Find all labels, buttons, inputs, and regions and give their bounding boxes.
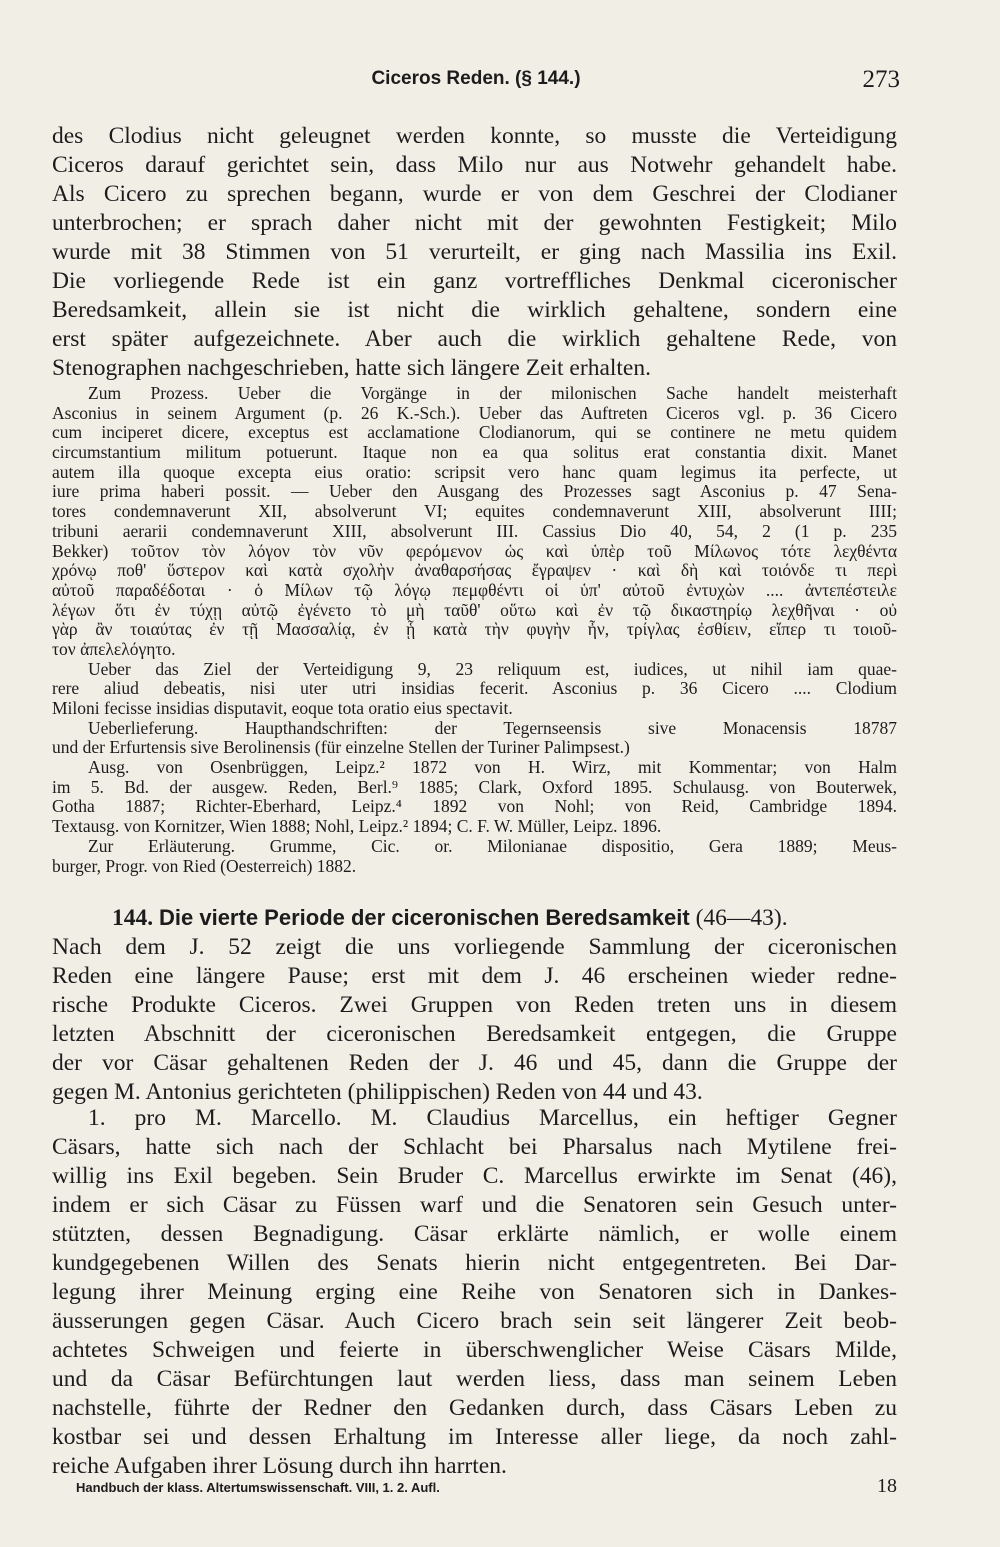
note-line: cum inciperet dicere, exceptus est acclamatione Clodianorum, qui se continere ne metu quidem: [52, 423, 897, 443]
note-line: autem illa quoque excepta eius oratio: scripsit vero hanc quam legimus ita perfecte, ut: [52, 462, 897, 482]
note-line: Gotha 1887; Richter-Eberhard, Leipz.⁴ 1892 von Nohl; von Reid, Cambridge 1894.: [52, 797, 897, 817]
text-line: und da Cäsar Befürchtungen laut werden liess, dass man seinem Leben: [52, 1366, 897, 1392]
section-title: Die vierte Periode der ciceronischen Beredsamkeit: [159, 905, 690, 930]
note-line: χρόνῳ ποθ' ὕστερον καὶ κατὰ σχολὴν ἀναθαρσήσας ἔγραψεν · καὶ δὴ καὶ τοιόνδε τι περὶ: [52, 561, 897, 581]
paragraph-milo-trial: [52, 122, 897, 383]
text-line: kundgegebenen Willen des Senats hierin nicht entgegentreten. Bei Dar-: [52, 1250, 897, 1276]
page-header: [52, 62, 900, 102]
page-footer: [76, 1475, 897, 1502]
text-line: letzten Abschnitt der ciceronischen Beredsamkeit entgegen, die Gruppe: [52, 1021, 897, 1047]
text-line: stützten, dessen Begnadigung. Cäsar erklärte nämlich, er wolle einem: [52, 1221, 897, 1247]
page-number: 273: [862, 66, 900, 93]
note-line: Ueber das Ziel der Verteidigung 9, 23 reliquum est, iudices, ut nihil iam quae-: [88, 659, 897, 679]
text-line: Stenographen nachgeschrieben, hatte sich längere Zeit erhalten.: [52, 355, 651, 381]
text-line: erst später aufgezeichnete. Aber auch die wirklich gehaltene Rede, von: [52, 326, 897, 352]
text-line: Als Cicero zu sprechen begann, wurde er von dem Geschrei der Clodianer: [52, 181, 897, 207]
paragraph-pro-marcello: [52, 1104, 897, 1481]
text-line: willig ins Exil begeben. Sein Bruder C. Marcellus erwirkte im Senat (46),: [52, 1163, 897, 1189]
text-line: reiche Aufgaben ihrer Lösung durch ihn harrten.: [52, 1453, 507, 1479]
section-years: (46—43).: [695, 905, 788, 931]
section-heading-block: [52, 902, 897, 933]
paragraph-fourth-period: [52, 933, 897, 1107]
text-line: der vor Cäsar gehaltenen Reden der J. 46 und 45, dann die Gruppe der: [52, 1050, 897, 1076]
note-line: Ausg. von Osenbrüggen, Leipz.² 1872 von H. Wirz, mit Kommentar; von Halm: [88, 758, 897, 778]
text-line: Nach dem J. 52 zeigt die uns vorliegende Sammlung der ciceronischen: [52, 934, 897, 960]
running-title: Ciceros Reden. (§ 144.): [371, 68, 581, 89]
note-line: tribuni aerarii condemnaverunt XIII, absolverunt III. Cassius Dio 40, 54, 2 (1 p. 235: [52, 521, 897, 541]
note-line: Asconius in seinem Argument (p. 26 K.-Sch.). Ueber das Auftreten Ciceros vgl. p. 36 Cicero: [52, 403, 897, 423]
text-line: legung ihrer Meinung erging eine Reihe von Senatoren sich in Dankes-: [52, 1279, 897, 1305]
text-line: Ciceros darauf gerichtet sein, dass Milo nur aus Notwehr gehandelt habe.: [52, 152, 897, 178]
text-line: nachstelle, führte der Redner den Gedanken durch, dass Cäsars Leben zu: [52, 1395, 897, 1421]
text-line: des Clodius nicht geleugnet werden konnte, so musste die Verteidigung: [52, 123, 897, 149]
text-line: gegen M. Antonius gerichteten (philippischen) Reden von 44 und 43.: [52, 1079, 703, 1105]
text-line: kostbar sei und dessen Erhaltung im Interesse aller liege, da noch zahl-: [52, 1424, 897, 1450]
section-heading: [52, 902, 897, 933]
note-line: τον ἀπελελόγητο.: [52, 639, 176, 659]
note-line: und der Erfurtensis sive Berolinensis (für einzelne Stellen der Turiner Palimpsest.): [52, 738, 630, 758]
note-line: γὰρ ἂν τοιαύτας ἐν τῇ Μασσαλίᾳ, ἐν ᾗ κατὰ τὴν φυγὴν ἦν, τρίγλας ἐσθίειν, εἴπερ τι τοιοῦ-: [52, 620, 897, 640]
sheet-number: 18: [877, 1475, 897, 1497]
note-line: burger, Progr. von Ried (Oesterreich) 1882.: [52, 856, 357, 876]
text-line: Cäsars, hatte sich nach der Schlacht bei Pharsalus nach Mytilene frei-: [52, 1134, 897, 1160]
note-line: λέγων ὅτι ἐν τύχῃ αὐτῷ ἐγένετο τὸ μὴ ταῦθ' οὕτω καὶ ἐν τῷ δικαστηρίῳ λεχθῆναι · οὐ: [52, 600, 897, 620]
text-line: äusserungen gegen Cäsar. Auch Cicero brach sein seit längerer Zeit beob-: [52, 1308, 897, 1334]
note-line: Miloni fecisse insidias disputavit, eoque tota oratio eius spectavit.: [52, 699, 513, 718]
note-line: Ueberlieferung. Haupthandschriften: der Tegernseensis sive Monacensis 18787: [88, 718, 897, 738]
text-line: Die vorliegende Rede ist ein ganz vortreffliches Denkmal ciceronischer: [52, 268, 897, 294]
note-line: im 5. Bd. der ausgew. Reden, Berl.⁹ 1885; Clark, Oxford 1895. Schulausg. von Bouterwek,: [52, 777, 897, 797]
text-line: indem er sich Cäsar zu Füssen warf und die Senatoren sein Gesuch unter-: [52, 1192, 897, 1218]
text-line: wurde mit 38 Stimmen von 51 verurteilt, er ging nach Massilia ins Exil.: [52, 239, 897, 265]
note-line: tores condemnaverunt XII, absolverunt VI; equites condemnaverunt XIII, absolverunt IIII;: [52, 502, 897, 522]
section-number: 144.: [112, 905, 154, 931]
note-line: Zum Prozess. Ueber die Vorgänge in der milonischen Sache handelt meisterhaft: [88, 384, 897, 403]
text-line: rische Produkte Ciceros. Zwei Gruppen von Reden treten uns in diesem: [52, 992, 897, 1018]
text-line: unterbrochen; er sprach daher nicht mit der gewohnten Festigkeit; Milo: [52, 210, 897, 236]
note-line: iure prima haberi possit. — Ueber den Ausgang des Prozesses sagt Asconius p. 47 Sena-: [52, 482, 897, 502]
note-line: Textausg. von Kornitzer, Wien 1888; Nohl, Leipz.² 1894; C. F. W. Müller, Leipz. 1896.: [52, 817, 662, 837]
text-line: 1. pro M. Marcello. M. Claudius Marcellus, ein heftiger Gegner: [88, 1105, 897, 1131]
notes-section: [52, 384, 897, 876]
note-line: Zur Erläuterung. Grumme, Cic. or. Milonianae dispositio, Gera 1889; Meus-: [88, 836, 897, 856]
text-line: Reden eine längere Pause; erst mit dem J. 46 erscheinen wieder redne-: [52, 963, 897, 989]
text-line: Beredsamkeit, allein sie ist nicht die wirklich gehaltene, sondern eine: [52, 297, 897, 323]
text-line: achtetes Schweigen und feierte in überschwenglicher Weise Cäsars Milde,: [52, 1337, 897, 1363]
note-line: Bekker) τοῦτον τὸν λόγον τὸν νῦν φερόμενον ὡς καὶ ὑπὲρ τοῦ Μίλωνος τότε λεχθέντα: [52, 541, 897, 561]
note-line: rere aliud debeatis, nisi uter utri insidias fecerit. Asconius p. 36 Cicero .... Clodium: [52, 679, 897, 699]
note-line: αὐτοῦ παραδέδοται · ὁ Μίλων τῷ λόγῳ πεμφθέντι οἱ ὑπ' αὐτοῦ ἐντυχὼν .... ἀντεπέστειλε: [52, 580, 897, 600]
footer-text: Handbuch der klass. Altertumswissenschaft. VIII, 1. 2. Aufl.: [76, 1480, 440, 1495]
note-line: circumstantium militum potuerunt. Itaque non ea qua solitus erat constantia dixit. Manet: [52, 443, 897, 463]
